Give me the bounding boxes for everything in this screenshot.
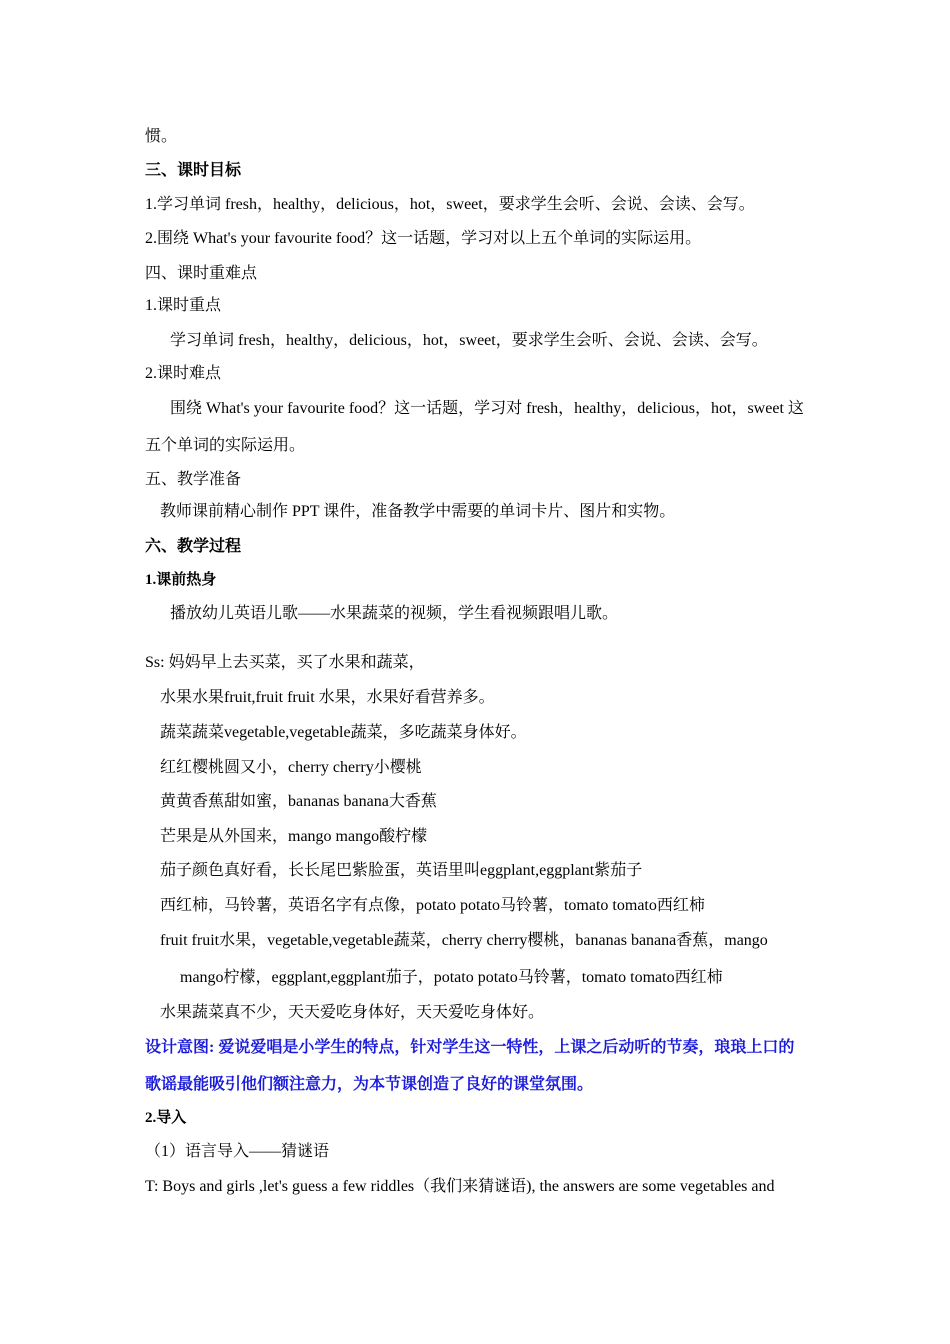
- section-heading-process: 六、教学过程: [145, 538, 242, 555]
- song-line: fruit fruit水果，vegetable,vegetable蔬菜，cherry cherry樱桃，bananas banana香蕉，mango: [160, 932, 768, 949]
- section-heading-key-points: 四、课时重难点: [145, 265, 258, 282]
- song-line: 茄子颜色真好看，长长尾巴紫脸蛋，英语里叫eggplant,eggplant紫茄子: [160, 862, 643, 879]
- text-line: 1.学习单词 fresh，healthy，delicious，hot，sweet，要求学生会听、会说、会读、会写。: [145, 196, 755, 213]
- song-line: mango柠檬，eggplant,eggplant茄子，potato potato马铃薯，tomato tomato西红柿: [180, 969, 723, 986]
- text-line: 惯。: [145, 128, 178, 145]
- song-line: 蔬菜蔬菜vegetable,vegetable蔬菜，多吃蔬菜身体好。: [160, 724, 527, 741]
- song-line: 红红樱桃圆又小，cherry cherry小樱桃: [160, 759, 422, 776]
- design-intent-note: 歌谣最能吸引他们额注意力，为本节课创造了良好的课堂氛围。: [145, 1076, 594, 1093]
- song-line: 水果水果fruit,fruit fruit 水果，水果好看营养多。: [160, 689, 495, 706]
- text-line: 播放幼儿英语儿歌——水果蔬菜的视频，学生看视频跟唱儿歌。: [170, 605, 619, 622]
- design-intent-note: 设计意图: 爱说爱唱是小学生的特点，针对学生这一特性，上课之后动听的节奏，琅琅上口的: [145, 1039, 795, 1056]
- text-line: 教师课前精心制作 PPT 课件，准备教学中需要的单词卡片、图片和实物。: [160, 503, 676, 520]
- song-line: 芒果是从外国来，mango mango酸柠檬: [160, 828, 428, 845]
- text-line: 围绕 What's your favourite food？这一话题，学习对 fresh，healthy，delicious，hot，sweet 这: [170, 400, 804, 417]
- song-line: Ss: 妈妈早上去买菜，买了水果和蔬菜，: [145, 654, 425, 671]
- text-line: T: Boys and girls ,let's guess a few riddles（我们来猜谜语), the answers are some vegetables and: [145, 1178, 775, 1195]
- song-line: 黄黄香蕉甜如蜜，bananas banana大香蕉: [160, 793, 437, 810]
- song-line: 水果蔬菜真不少，天天爱吃身体好，天天爱吃身体好。: [160, 1004, 545, 1021]
- section-heading-objectives: 三、课时目标: [145, 162, 242, 179]
- subheading-warmup: 1.课前热身: [145, 572, 217, 588]
- text-line: 学习单词 fresh，healthy，delicious，hot，sweet，要求学生会听、会说、会读、会写。: [170, 332, 768, 349]
- text-line: （1）语言导入——猜谜语: [145, 1143, 330, 1160]
- subheading: 1.课时重点: [145, 297, 222, 314]
- subheading-introduction: 2.导入: [145, 1110, 187, 1126]
- subheading: 2.课时难点: [145, 365, 222, 382]
- text-line: 五个单词的实际运用。: [145, 437, 306, 454]
- song-line: 西红柿，马铃薯，英语名字有点像，potato potato马铃薯，tomato tomato西红柿: [160, 897, 705, 914]
- text-line: 2.围绕 What's your favourite food？这一话题，学习对以上五个单词的实际运用。: [145, 230, 702, 247]
- section-heading-preparation: 五、教学准备: [145, 471, 242, 488]
